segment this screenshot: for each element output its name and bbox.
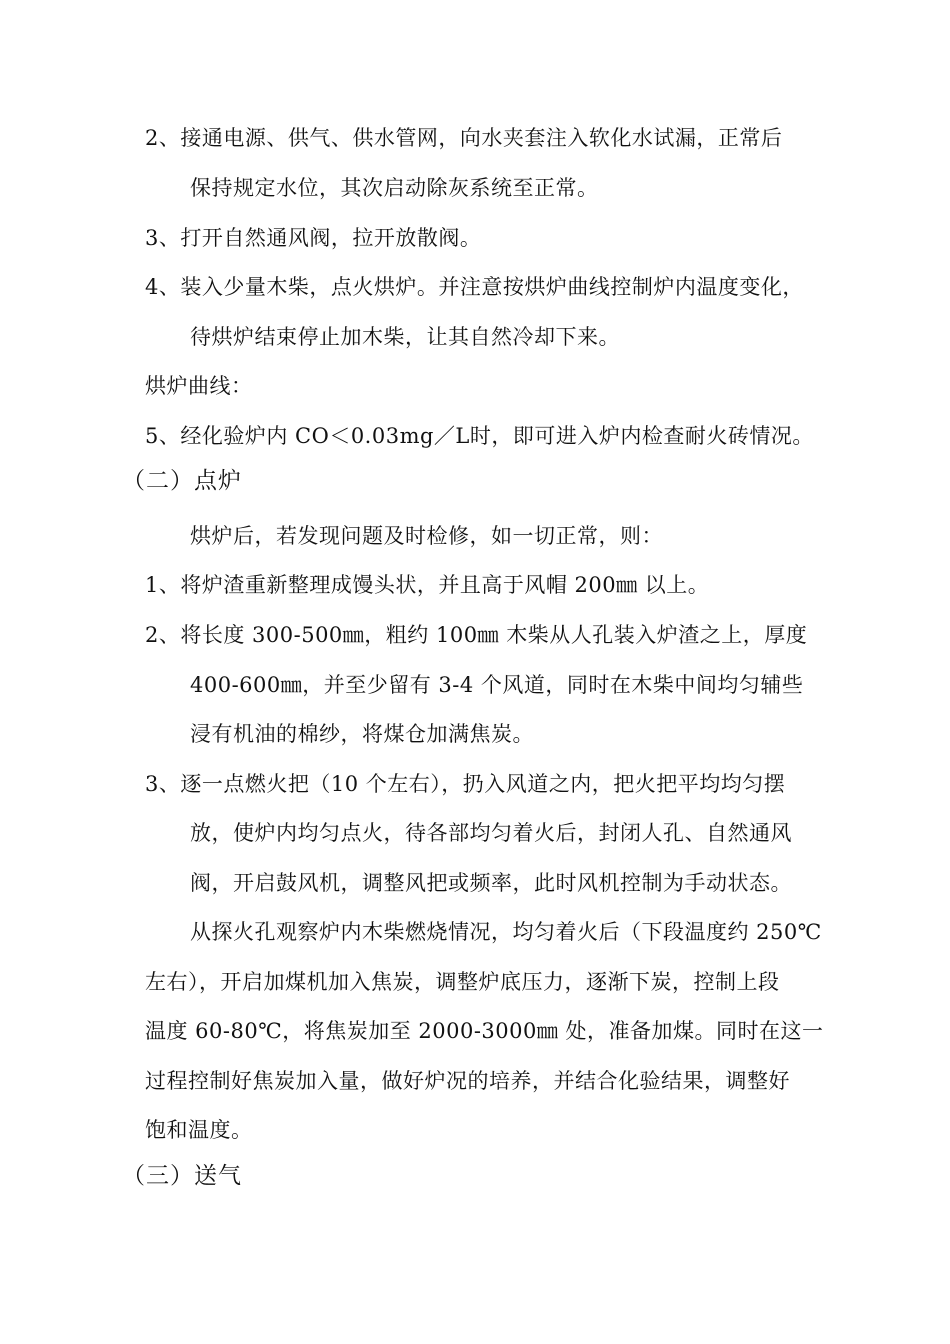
observation-line-5: 饱和温度。 [145, 1118, 253, 1142]
step-2-line-2: 保持规定水位，其次启动除灰系统至正常。 [190, 176, 599, 200]
step-2-line-1: 2、接通电源、供气、供水管网，向水夹套注入软化水试漏，正常后 [145, 126, 783, 150]
observation-line-2: 左右），开启加煤机加入焦炭，调整炉底压力，逐渐下炭，控制上段 [145, 970, 780, 994]
observation-line-1: 从探火孔观察炉内木柴燃烧情况，均匀着火后（下段温度约 250℃ [190, 920, 822, 944]
section-heading-ignition: （二）点炉 [122, 468, 242, 494]
step-3-line: 3、打开自然通风阀，拉开放散阀。 [145, 226, 482, 250]
section-heading-gas-supply: （三）送气 [122, 1163, 242, 1189]
step-4-line-2: 待烘炉结束停止加木柴，让其自然冷却下来。 [190, 325, 620, 349]
ignition-step-3-line-1: 3、逐一点燃火把（10 个左右），扔入风道之内，把火把平均均匀摆 [145, 772, 786, 796]
ignition-step-2-line-2: 400-600㎜，并至少留有 3-4 个风道，同时在木柴中间均匀辅些 [190, 673, 804, 697]
observation-line-4: 过程控制好焦炭加入量，做好炉况的培养，并结合化验结果，调整好 [145, 1069, 790, 1093]
ignition-step-2-line-1: 2、将长度 300-500㎜，粗约 100㎜ 木柴从人孔装入炉渣之上，厚度 [145, 623, 808, 647]
ignition-step-1: 1、将炉渣重新整理成馒头状，并且高于风帽 200㎜ 以上。 [145, 573, 710, 597]
ignition-step-2-line-3: 浸有机油的棉纱，将煤仓加满焦炭。 [190, 722, 534, 746]
oven-curve-label: 烘炉曲线： [145, 374, 253, 398]
step-4-line-1: 4、装入少量木柴，点火烘炉。并注意按烘炉曲线控制炉内温度变化， [145, 275, 804, 299]
observation-line-3: 温度 60-80℃，将焦炭加至 2000-3000㎜ 处，准备加煤。同时在这一 [145, 1019, 824, 1043]
ignition-step-3-line-2: 放，使炉内均匀点火，待各部均匀着火后，封闭人孔、自然通风 [190, 821, 792, 845]
ignition-step-3-line-3: 阀，开启鼓风机，调整风把或频率，此时风机控制为手动状态。 [190, 871, 792, 895]
ignition-intro: 烘炉后，若发现问题及时检修，如一切正常，则： [190, 524, 663, 548]
step-5-line: 5、经化验炉内 CO＜0.03mg／L时，即可进入炉内检查耐火砖情况。 [145, 424, 814, 448]
